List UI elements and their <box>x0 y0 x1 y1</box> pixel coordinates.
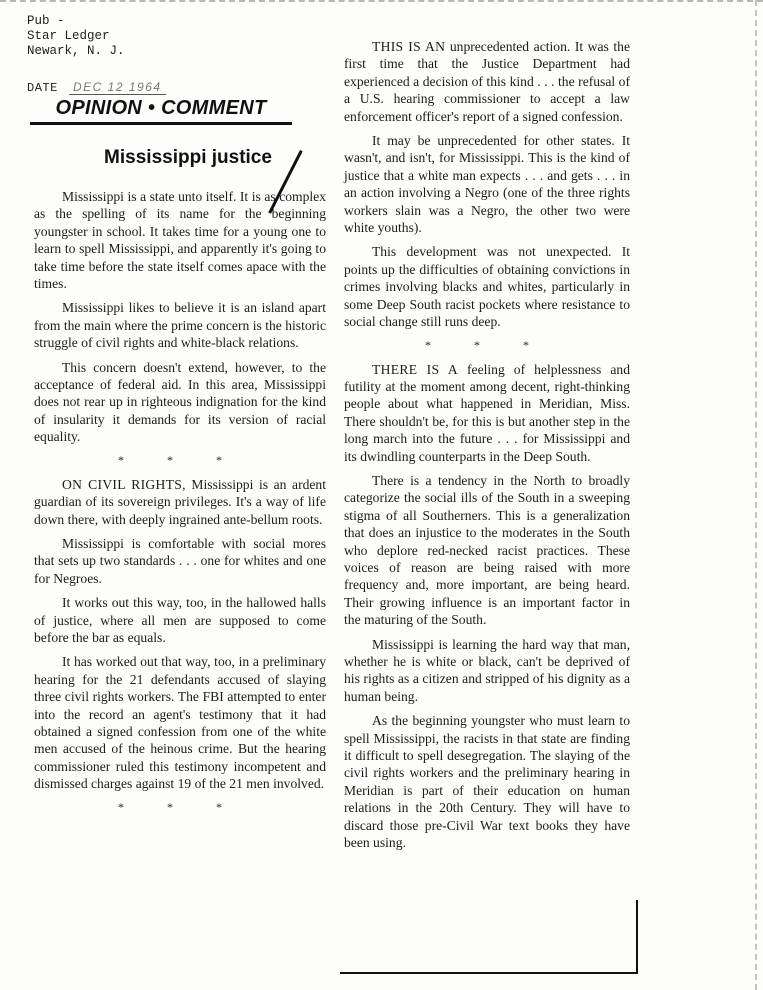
date-stamp <box>27 80 166 95</box>
section-separator: * * * <box>118 799 242 814</box>
article-paragraph: As the beginning youngster who must learn to spell Mississippi, the racists in that state are finding it difficult to spell desegregation. The slaying of the civil rights workers and the preliminary hearing in Meridian is part of their education on human relations in the 20th Century. They will have to discard those pre-Civil War text books they have been using. <box>344 713 630 851</box>
paragraph-lead-in: ON CIVIL RIGHTS, <box>62 476 186 492</box>
article-paragraph <box>344 38 630 125</box>
article-paragraph: Mississippi likes to believe it is an island apart from the main where the prime concern is the historic struggle of civil rights and white-black relations. <box>34 300 326 351</box>
date-value: DEC 12 1964 <box>69 80 166 95</box>
perforation-right-edge <box>755 0 757 990</box>
article-paragraph: There is a tendency in the North to broadly categorize the social ills of the South in a sweeping stigma of all Southerners. This is a generalization that does an injustice to the moderates in the South who deplore red-necked racist practices. These voices of reason are being raised with more frequency and, more important, are being heard. Their growing influence is an important factor in the maturing of the South. <box>344 472 630 628</box>
article-paragraph: This concern doesn't extend, however, to the acceptance of federal aid. In this area, Mississippi does not rear up in righteous indignation for the kind of insularity it demands for its version of racial equality. <box>34 359 326 445</box>
paragraph-lead-in: THERE IS A <box>372 361 458 377</box>
section-header: OPINION • COMMENT <box>30 97 292 125</box>
article-paragraph: It has worked out that way, too, in a preliminary hearing for the 21 defendants accused of slaying three civil rights workers. The FBI attempted to enter into the record an agent's testimony that it had obtained a signed confession from one of the white men accused of the heinous crime. But the hearing commissioner ruled this testimony incompetent and dismissed charges against 19 of the 21 men involved. <box>34 654 326 792</box>
date-label: DATE <box>27 81 58 95</box>
pub-label: Pub - <box>27 14 65 28</box>
article-paragraph: Mississippi is learning the hard way that man, whether he is white or black, can't be deprived of his rights as a citizen and stripped of his dignity as a human being. <box>344 636 630 704</box>
section-separator: * * * <box>425 337 549 352</box>
article-paragraph: It works out this way, too, in the hallowed halls of justice, where all men are supposed to come before the bar as equals. <box>34 595 326 645</box>
paragraph-lead-in: THIS IS AN <box>372 39 446 54</box>
publication-city: Newark, N. J. <box>27 44 125 58</box>
paragraph-text: feeling of helplessness and futility at the moment among decent, right-thinking people about what happened in Meridian, Miss. There shouldn't be, for this is but another step in the long march into the future . . . for Mississippi and its dwindling counterparts in the Deep South. <box>344 361 630 464</box>
source-stamp <box>27 14 125 59</box>
article-paragraph: Mississippi is a state unto itself. It is as complex as the spelling of its name for the beginning youngster in school. It takes time for a young one to learn to spell Mississippi, and apparently it's going to take time before the state itself comes apace with the times. <box>34 189 326 292</box>
right-column <box>344 38 630 858</box>
article-paragraph: This development was not unexpected. It points up the difficulties of obtaining convictions in crimes involving blacks and whites, particularly in some Deep South racist pockets where resistance to social change still runs deep. <box>344 244 630 330</box>
article-paragraph <box>344 361 630 465</box>
publication-name: Star Ledger <box>27 29 110 43</box>
perforation-top-edge <box>0 0 763 2</box>
paragraph-text: unprecedented action. It was the first time that the Justice Department had experienced a decision of this kind . . . the refusal of a U.S. hearing commissioner to accept a law enforcement officer's report of a signed confession. <box>344 39 630 124</box>
column-bottom-rule <box>340 972 636 974</box>
article-headline: Mississippi justice <box>104 147 272 168</box>
left-column <box>34 188 326 823</box>
article-paragraph: It may be unprecedented for other states. It wasn't, and isn't, for Mississippi. This is the kind of justice that a white man expects . . . and gets . . . in an action involving a Negro (one of the three rights workers slain was a Negro, the other two were white youths). <box>344 133 630 236</box>
paragraph-text: Mississippi is an ardent guardian of its sovereign privileges. It's a way of life down there, with deeply ingrained ante-bellum roots. <box>34 476 326 527</box>
column-side-rule <box>636 900 638 974</box>
section-separator: * * * <box>118 452 242 467</box>
article-paragraph <box>34 476 326 528</box>
article-paragraph: Mississippi is comfortable with social mores that sets up two standards . . . one for whites and one for Negroes. <box>34 535 326 586</box>
